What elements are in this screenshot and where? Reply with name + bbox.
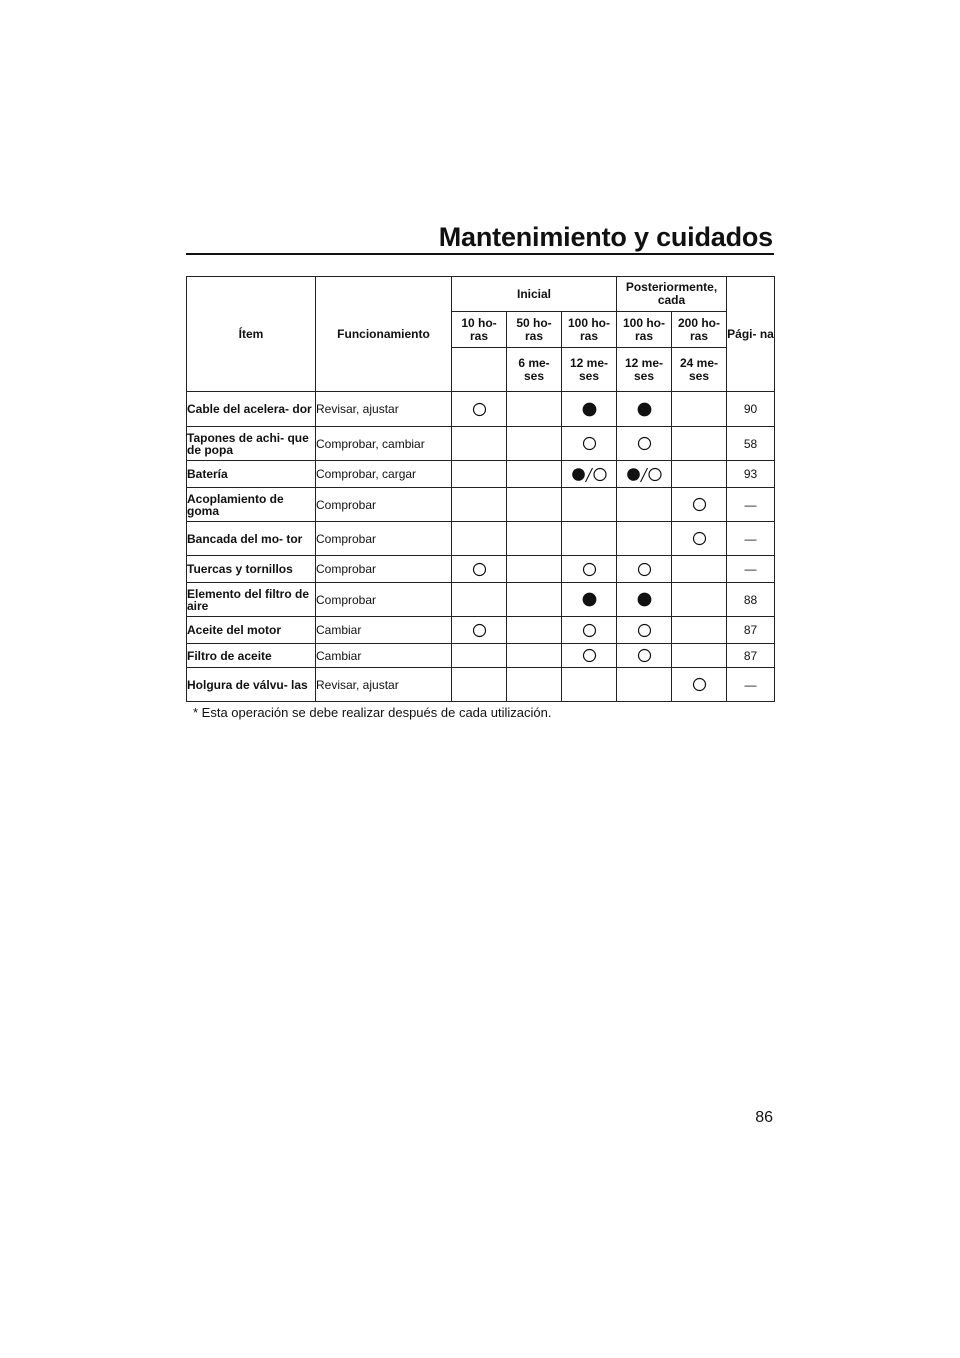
- interval-cell: [507, 461, 562, 488]
- row-operation: Comprobar, cargar: [316, 461, 452, 488]
- hollow-circle-icon: [637, 436, 652, 451]
- interval-cell: [507, 644, 562, 668]
- row-item: Tapones de achi- que de popa: [187, 427, 316, 461]
- header-hours: 100 ho- ras: [562, 312, 617, 348]
- page-title: Mantenimiento y cuidados: [438, 222, 773, 252]
- interval-cell: [672, 522, 727, 556]
- interval-cell: [672, 644, 727, 668]
- interval-cell: [452, 488, 507, 522]
- interval-cell: [617, 522, 672, 556]
- header-months: [452, 348, 507, 392]
- interval-cell: [562, 427, 617, 461]
- table-row: [187, 522, 775, 556]
- hollow-circle-icon: [637, 562, 652, 577]
- table-row: [187, 644, 775, 668]
- hollow-circle-icon: [582, 562, 597, 577]
- interval-cell: [507, 488, 562, 522]
- header-hours: 100 ho- ras: [617, 312, 672, 348]
- hollow-circle-icon: [692, 497, 707, 512]
- row-item: Bancada del mo- tor: [187, 522, 316, 556]
- interval-cell: [672, 427, 727, 461]
- row-page: —: [727, 668, 775, 702]
- header-hours: 10 ho- ras: [452, 312, 507, 348]
- hollow-circle-icon: [637, 648, 652, 663]
- hollow-circle-icon: [692, 677, 707, 692]
- row-item: Filtro de aceite: [187, 644, 316, 668]
- hollow-circle-icon: [637, 623, 652, 638]
- interval-cell: [452, 461, 507, 488]
- filled-circle-icon: [582, 592, 597, 607]
- header-hours: 200 ho- ras: [672, 312, 727, 348]
- interval-cell: [507, 668, 562, 702]
- interval-cell: [452, 668, 507, 702]
- filled-circle-icon: [582, 402, 597, 417]
- row-page: 87: [727, 617, 775, 644]
- interval-cell: [452, 556, 507, 583]
- row-page: 93: [727, 461, 775, 488]
- header-operation: Funcionamiento: [316, 277, 452, 392]
- interval-cell: [672, 392, 727, 427]
- header-thereafter: Posteriormente, cada: [617, 277, 727, 312]
- hollow-circle-icon: [582, 648, 597, 663]
- table-row: [187, 556, 775, 583]
- interval-cell: [672, 617, 727, 644]
- interval-cell: [672, 583, 727, 617]
- hollow-circle-icon: [692, 531, 707, 546]
- interval-cell: [617, 461, 672, 488]
- row-item: Cable del acelera- dor: [187, 392, 316, 427]
- interval-cell: [562, 522, 617, 556]
- table-row: [187, 427, 775, 461]
- row-operation: Comprobar: [316, 556, 452, 583]
- row-item: Elemento del filtro de aire: [187, 583, 316, 617]
- interval-cell: [617, 556, 672, 583]
- interval-cell: [672, 461, 727, 488]
- filled-or-hollow-icon: [626, 466, 663, 483]
- header-page: Pági- na: [727, 277, 775, 392]
- interval-cell: [452, 617, 507, 644]
- interval-cell: [617, 644, 672, 668]
- maintenance-table: [186, 276, 775, 702]
- header-item: Ítem: [187, 277, 316, 392]
- table-row: [187, 488, 775, 522]
- row-operation: Cambiar: [316, 644, 452, 668]
- interval-cell: [617, 488, 672, 522]
- header-months: 24 me- ses: [672, 348, 727, 392]
- header-months: 12 me- ses: [617, 348, 672, 392]
- row-operation: Comprobar: [316, 522, 452, 556]
- interval-cell: [617, 583, 672, 617]
- row-page: 88: [727, 583, 775, 617]
- header-hours: 50 ho- ras: [507, 312, 562, 348]
- interval-cell: [507, 583, 562, 617]
- table-row: [187, 668, 775, 702]
- row-operation: Revisar, ajustar: [316, 392, 452, 427]
- interval-cell: [562, 556, 617, 583]
- interval-cell: [507, 617, 562, 644]
- header-initial: Inicial: [452, 277, 617, 312]
- interval-cell: [507, 522, 562, 556]
- row-page: —: [727, 488, 775, 522]
- table-row: [187, 583, 775, 617]
- hollow-circle-icon: [582, 436, 597, 451]
- hollow-circle-icon: [472, 623, 487, 638]
- row-page: —: [727, 522, 775, 556]
- table-row: [187, 617, 775, 644]
- interval-cell: [562, 644, 617, 668]
- interval-cell: [617, 392, 672, 427]
- interval-cell: [507, 556, 562, 583]
- interval-cell: [452, 522, 507, 556]
- filled-circle-icon: [637, 402, 652, 417]
- row-item: Holgura de válvu- las: [187, 668, 316, 702]
- filled-circle-icon: [637, 592, 652, 607]
- interval-cell: [452, 644, 507, 668]
- hollow-circle-icon: [472, 402, 487, 417]
- interval-cell: [507, 392, 562, 427]
- header-months: 12 me- ses: [562, 348, 617, 392]
- row-operation: Comprobar: [316, 583, 452, 617]
- hollow-circle-icon: [582, 623, 597, 638]
- footnote: * Esta operación se debe realizar después de cada utilización.: [193, 705, 552, 720]
- interval-cell: [617, 617, 672, 644]
- table-row: [187, 392, 775, 427]
- interval-cell: [562, 583, 617, 617]
- row-item: Tuercas y tornillos: [187, 556, 316, 583]
- hollow-circle-icon: [472, 562, 487, 577]
- interval-cell: [562, 488, 617, 522]
- interval-cell: [562, 392, 617, 427]
- interval-cell: [672, 488, 727, 522]
- row-item: Aceite del motor: [187, 617, 316, 644]
- interval-cell: [562, 617, 617, 644]
- interval-cell: [562, 461, 617, 488]
- page-number: 86: [755, 1109, 773, 1126]
- interval-cell: [452, 392, 507, 427]
- row-page: 58: [727, 427, 775, 461]
- interval-cell: [672, 668, 727, 702]
- row-operation: Cambiar: [316, 617, 452, 644]
- title-rule: [186, 253, 774, 255]
- interval-cell: [672, 556, 727, 583]
- interval-cell: [452, 427, 507, 461]
- interval-cell: [617, 427, 672, 461]
- row-item: Batería: [187, 461, 316, 488]
- interval-cell: [452, 583, 507, 617]
- row-page: 87: [727, 644, 775, 668]
- row-page: —: [727, 556, 775, 583]
- header-months: 6 me- ses: [507, 348, 562, 392]
- table-row: [187, 461, 775, 488]
- interval-cell: [507, 427, 562, 461]
- filled-or-hollow-icon: [571, 466, 608, 483]
- row-operation: Comprobar: [316, 488, 452, 522]
- row-operation: Comprobar, cambiar: [316, 427, 452, 461]
- row-operation: Revisar, ajustar: [316, 668, 452, 702]
- row-item: Acoplamiento de goma: [187, 488, 316, 522]
- row-page: 90: [727, 392, 775, 427]
- interval-cell: [562, 668, 617, 702]
- interval-cell: [617, 668, 672, 702]
